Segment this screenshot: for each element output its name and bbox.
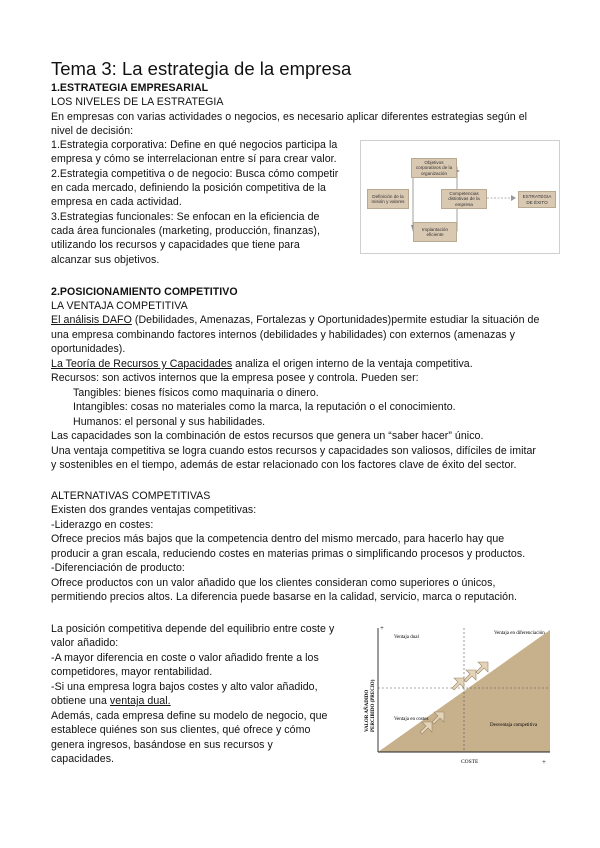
paragraph-line: Ofrece precios más bajos que la competencia dentro del mismo mercado, para hacerlo hay que [51, 533, 505, 545]
y-axis-label-1: VALOR AÑADIDO [365, 689, 370, 732]
paragraph-line: El análisis DAFO (Debilidades, Amenazas, Fortalezas y Oportunidades)permite estudiar la situación de [51, 314, 540, 326]
paragraph-line: empresa en cada actividad. [51, 196, 182, 208]
paragraph-line: y sostenibles en el tiempo, además de estar relacionado con los factores clave de éxito del sector. [51, 459, 517, 471]
paragraph-line: oportunidades). [51, 343, 126, 355]
paragraph-line: establece quiénes son sus clientes, qué ofrece y cómo [51, 724, 311, 736]
paragraph-line: Además, cada empresa define su modelo de negocio, que [51, 710, 328, 722]
paragraph-line: empresa y cómo se interrelacionan entre sí para crear valor. [51, 153, 337, 165]
paragraph-line: Intangibles: cosas no materiales como la marca, la reputación o el conocimiento. [73, 401, 456, 413]
diagram-box-corporate-objectives: Objetivos corporativos de la organización [411, 158, 457, 178]
page-title: Tema 3: La estrategia de la empresa [51, 58, 352, 79]
paragraph-line: valor añadido: [51, 637, 119, 649]
resources-theory-term: La Teoría de Recursos y Capacidades [51, 358, 233, 370]
quadrant-label-costs: Ventaja en costes [394, 717, 429, 722]
paragraph-line: -Si una empresa logra bajos costes y alto valor añadido, [51, 681, 318, 693]
section-1-heading: 1.ESTRATEGIA EMPRESARIAL [51, 82, 209, 94]
diagram-box-distinctive-competences: Competencias distintivas de la empresa [441, 189, 487, 209]
paragraph-line: 2.Estrategia competitiva o de negocio: Busca cómo competir [51, 168, 339, 180]
diagram-box-mission-values: Definición de la misión y valores [367, 189, 409, 209]
paragraph-line: 3.Estrategias funcionales: Se enfocan en la eficiencia de [51, 211, 320, 223]
paragraph-line: permitiendo precios altos. La diferencia puede basarse en la calidad, servicio, marca o reputación. [51, 591, 518, 603]
quadrant-label-differentiation: Ventaja en diferenciación [494, 631, 545, 636]
alternatives-heading: ALTERNATIVAS COMPETITIVAS [51, 490, 211, 502]
paragraph-line: -Diferenciación de producto: [51, 562, 185, 574]
quadrant-label-disadvantage: Desventaja competitiva [490, 723, 538, 728]
x-plus: + [542, 758, 546, 766]
y-axis-label-2: PERCIBIDO (PRECIO) [371, 679, 376, 732]
x-axis-label: COSTE [461, 759, 479, 765]
paragraph-line: 1.Estrategia corporativa: Define en qué negocios participa la [51, 139, 338, 151]
paragraph-line: La posición competitiva depende del equilibrio entre coste y [51, 623, 335, 635]
section-1-subheading: LOS NIVELES DE LA ESTRATEGIA [51, 96, 224, 108]
paragraph-line: Las capacidades son la combinación de estos recursos que genera un “saber hacer” único. [51, 430, 484, 442]
paragraph-line: -Liderazgo en costes: [51, 519, 154, 531]
paragraph-line: Ofrece productos con un valor añadido que los clientes consideran como superiores o únicos, [51, 577, 496, 589]
paragraph-line: -A mayor diferencia en coste o valor añadido frente a los [51, 652, 319, 664]
paragraph-line: competidores, mayor rentabilidad. [51, 666, 213, 678]
section-2-heading: 2.POSICIONAMIENTO COMPETITIVO [51, 286, 238, 298]
paragraph-line: Humanos: el personal y sus habilidades. [73, 416, 266, 428]
paragraph-line: alcanzar sus objetivos. [51, 254, 160, 266]
paragraph-line: en cada mercado, definiendo la posición competitiva de la [51, 182, 326, 194]
dafo-term: El análisis DAFO [51, 314, 132, 326]
paragraph-line: producir a gran escala, reduciendo costes en materias primas o simplificando procesos y productos. [51, 548, 526, 560]
section-2-subheading: LA VENTAJA COMPETITIVA [51, 300, 188, 312]
paragraph-line: nivel de decisión: [51, 125, 134, 137]
paragraph-line: Recursos: son activos internos que la empresa posee y controla. Pueden ser: [51, 372, 419, 384]
y-plus: + [380, 624, 384, 632]
diagram-box-efficient-implementation: Implantación eficiente [413, 222, 457, 242]
paragraph-line: obtiene una ventaja dual. [51, 695, 171, 707]
paragraph-line: cada área funcionales (marketing, producción, finanzas), [51, 225, 320, 237]
paragraph-line: Tangibles: bienes físicos como maquinaria o dinero. [73, 387, 319, 399]
paragraph-line: Una ventaja competitiva se logra cuando estos recursos y capacidades son valiosos, difíciles de imitar [51, 445, 537, 457]
diagram-box-success-strategy: ESTRATEGIA DE ÉXITO [518, 191, 556, 208]
paragraph-line: genera ingresos, basándose en sus recursos y [51, 739, 273, 751]
strategy-diagram [360, 140, 560, 254]
paragraph-line: En empresas con varias actividades o negocios, es necesario aplicar diferentes estrategias según el [51, 111, 528, 123]
paragraph-line: capacidades. [51, 753, 115, 765]
competitive-position-graph [358, 620, 558, 770]
dual-advantage-term: ventaja dual. [109, 695, 171, 707]
paragraph-line: utilizando los recursos y capacidades que tiene para [51, 239, 300, 251]
paragraph-line: Existen dos grandes ventajas competitivas: [51, 504, 257, 516]
quadrant-label-dual: Ventaja dual [394, 635, 419, 640]
paragraph-line: una empresa combinando factores internos (debilidades y habilidades) con externos (amenazas y [51, 329, 515, 341]
paragraph-line: La Teoría de Recursos y Capacidades analiza el origen interno de la ventaja competitiva. [51, 358, 473, 370]
